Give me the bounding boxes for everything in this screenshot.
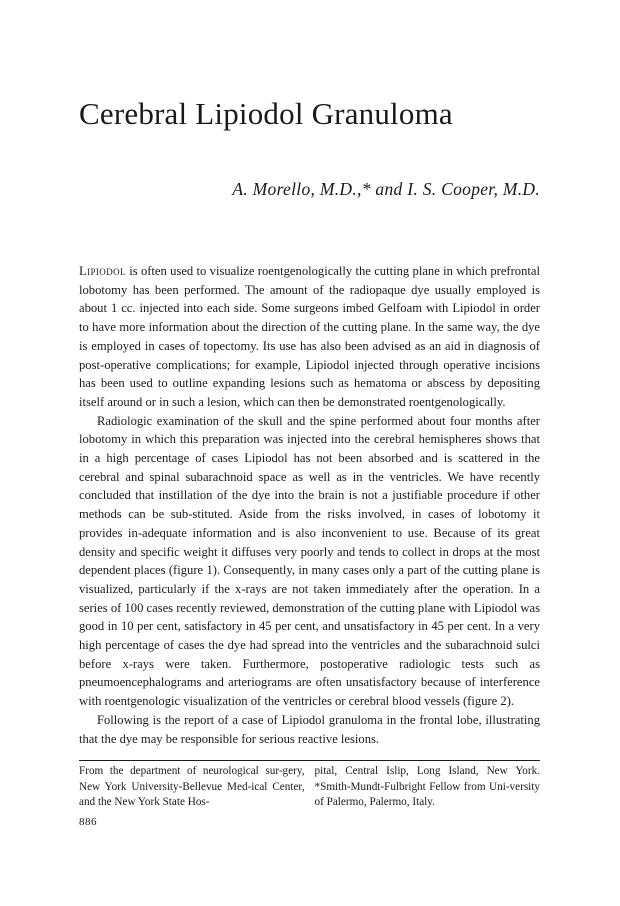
footnote: [79, 764, 540, 811]
author-line: A. Morello, M.D.,* and I. S. Cooper, M.D.: [232, 179, 540, 199]
paragraph: [79, 262, 540, 412]
paragraph-text: is often used to visualize roentgenologically the cutting plane in which prefrontal lobotomy has been performed. The amount of the radiopaque dye usually employed is about 1 cc. injected into each side. Some surgeons imbed Gelfoam with Lipiodol in order to have more information about the direction of the cutting plane. In the same way, the dye is employed in cases of topectomy. Its use has also been advised as an aid in diagnosis of post-operative complications; for example, Lipiodol injected through operative incisions has been used to outline expanding lesions such as hematoma or abscess by depositing itself around or in such a lesion, which can then be demonstrated roentgenologically.: [79, 264, 540, 409]
footnote-right-column: pital, Central Islip, Long Island, New York. *Smith-Mundt-Fulbright Fellow from Uni-versity of Palermo, Palermo, Italy.: [314, 765, 540, 808]
lead-word: Lipiodol: [79, 264, 126, 278]
footnote-left-column: From the department of neurological sur-gery, New York University-Bellevue Med-ical Center, and the New York State Hos-: [79, 765, 305, 808]
page-number: 886: [79, 816, 97, 828]
paragraph: Following is the report of a case of Lipiodol granuloma in the frontal lobe, illustrating that the dye may be responsible for serious reactive lesions.: [79, 712, 540, 746]
article-title: Cerebral Lipiodol Granuloma: [79, 96, 453, 131]
article-body: [79, 262, 540, 748]
footnote-divider: [79, 760, 540, 761]
paragraph: Radiologic examination of the skull and the spine performed about four months after lobotomy in which this preparation was injected into the cerebral hemispheres shows that in a high percentage of cases Lipiodol has not been absorbed and is scattered in the cerebral and spinal subarachnoid space as well as in the ventricles. We have recently concluded that instillation of the dye into the brain is not a justifiable procedure if other methods can be sub-stituted. Aside from the risks involved, in cases of lobotomy it provides in-adequate information and is also inconvenient to use. Because of its great density and specific weight it diffuses very poorly and tends to collect in drops at the most dependent places (figure 1). Consequently, in many cases only a part of the cutting plane is visualized, particularly if the x-rays are not taken immediately after the operation. In a series of 100 cases recently reviewed, demonstration of the cutting plane with Lipiodol was good in 10 per cent, satisfactory in 45 per cent, and unsatisfactory in 45 per cent. In a very high percentage of cases the dye had spread into the ventricles and the subarachnoid sulci before x-rays were taken. Furthermore, postoperative radiologic tests such as pneumoencephalograms and arteriograms are often unsatisfactory because of interference with roentgenologic visualization of the ventricles or cerebral blood vessels (figure 2).: [79, 413, 540, 709]
